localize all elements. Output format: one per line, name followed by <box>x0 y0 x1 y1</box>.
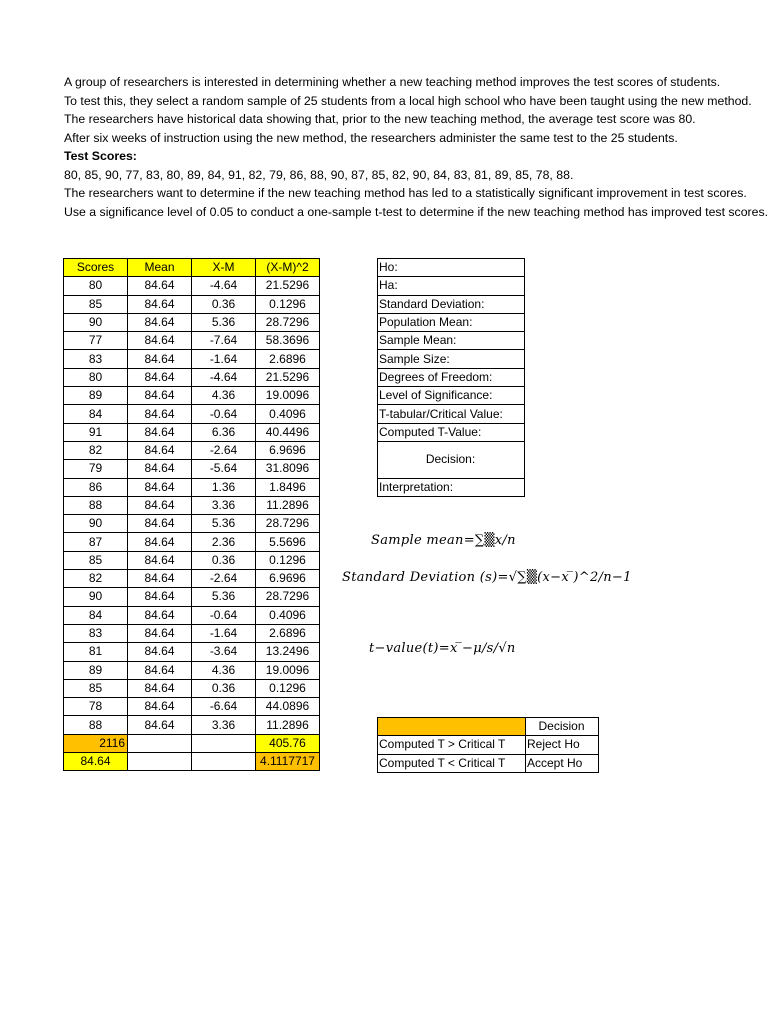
totals-row <box>64 734 320 752</box>
empty-cell[interactable] <box>192 734 256 752</box>
deviation-cell[interactable]: -4.64 <box>192 368 256 386</box>
sum-scores-cell[interactable]: 2116 <box>64 734 128 752</box>
table-row <box>64 387 320 405</box>
deviation-cell[interactable]: 3.36 <box>192 496 256 514</box>
deviation-cell[interactable]: -5.64 <box>192 460 256 478</box>
score-cell[interactable]: 85 <box>64 295 128 313</box>
squared-deviation-cell[interactable]: 28.7296 <box>256 515 320 533</box>
squared-deviation-cell[interactable]: 28.7296 <box>256 313 320 331</box>
interpretation-cell[interactable]: Interpretation: <box>378 478 525 496</box>
mean-cell[interactable]: 84.64 <box>128 551 192 569</box>
squared-deviation-cell[interactable]: 31.8096 <box>256 460 320 478</box>
mean-cell[interactable]: 84.64 <box>128 698 192 716</box>
score-cell[interactable]: 90 <box>64 588 128 606</box>
table-row <box>64 423 320 441</box>
problem-line: Use a significance level of 0.05 to conduct a one-sample t-test to determine if the new teaching method has improved test scores. <box>64 204 768 219</box>
mean-cell[interactable]: 84.64 <box>128 368 192 386</box>
mean-cell[interactable]: 84.64 <box>128 496 192 514</box>
deviation-cell[interactable]: 5.36 <box>192 313 256 331</box>
mean-cell[interactable]: 84.64 <box>128 515 192 533</box>
table-row <box>64 313 320 331</box>
score-cell[interactable]: 87 <box>64 533 128 551</box>
decision-header[interactable]: Decision <box>526 718 599 736</box>
mean-cell[interactable]: 84.64 <box>128 478 192 496</box>
mean-cell[interactable]: 84.64 <box>128 313 192 331</box>
sample-size-cell[interactable]: Sample Size: <box>378 350 525 368</box>
deviation-cell[interactable]: -2.64 <box>192 441 256 459</box>
squared-deviation-cell[interactable]: 1.8496 <box>256 478 320 496</box>
mean-cell[interactable]: 84.64 <box>128 460 192 478</box>
score-cell[interactable]: 80 <box>64 368 128 386</box>
deviation-cell[interactable]: 5.36 <box>192 515 256 533</box>
table-row <box>64 460 320 478</box>
deviation-cell[interactable]: 6.36 <box>192 423 256 441</box>
squared-deviation-cell[interactable]: 19.0096 <box>256 387 320 405</box>
header-squared-deviation[interactable]: (X-M)^2 <box>256 259 320 277</box>
decision-rule-row <box>378 754 599 772</box>
table-row <box>64 588 320 606</box>
deviation-cell[interactable]: 0.36 <box>192 551 256 569</box>
mean-cell[interactable]: 84.64 <box>128 387 192 405</box>
results-row <box>64 753 320 771</box>
squared-deviation-cell[interactable]: 2.6896 <box>256 624 320 642</box>
score-cell[interactable]: 83 <box>64 624 128 642</box>
test-scores-list: 80, 85, 90, 77, 83, 80, 89, 84, 91, 82, 79, 86, 88, 90, 87, 85, 82, 90, 84, 83, 81, 89, 85, 78, 88. <box>64 167 574 182</box>
score-cell[interactable]: 85 <box>64 551 128 569</box>
table-row <box>64 533 320 551</box>
squared-deviation-cell[interactable]: 21.5296 <box>256 277 320 295</box>
sample-mean-formula[interactable]: Sample mean=∑▒x/n <box>371 533 516 548</box>
critical-value-cell[interactable]: T-tabular/Critical Value: <box>378 405 525 423</box>
squared-deviation-cell[interactable]: 19.0096 <box>256 661 320 679</box>
table-row <box>64 716 320 734</box>
deviation-cell[interactable]: -2.64 <box>192 570 256 588</box>
deviation-cell[interactable]: 4.36 <box>192 387 256 405</box>
mean-cell[interactable]: 84.64 <box>128 295 192 313</box>
mean-cell[interactable]: 84.64 <box>128 661 192 679</box>
table-row <box>64 405 320 423</box>
squared-deviation-cell[interactable]: 11.2896 <box>256 496 320 514</box>
mean-cell[interactable]: 84.64 <box>128 533 192 551</box>
score-cell[interactable]: 89 <box>64 661 128 679</box>
mean-cell[interactable]: 84.64 <box>128 277 192 295</box>
deviation-cell[interactable]: 0.36 <box>192 679 256 697</box>
score-cell[interactable]: 84 <box>64 606 128 624</box>
score-cell[interactable]: 84 <box>64 405 128 423</box>
squared-deviation-cell[interactable]: 0.4096 <box>256 405 320 423</box>
mean-cell[interactable]: 84.64 <box>128 441 192 459</box>
condition-cell[interactable]: Computed T > Critical T <box>378 736 526 754</box>
table-header-row <box>64 259 320 277</box>
squared-deviation-cell[interactable]: 58.3696 <box>256 332 320 350</box>
mean-cell[interactable]: 84.64 <box>128 350 192 368</box>
score-cell[interactable]: 89 <box>64 387 128 405</box>
squared-deviation-cell[interactable]: 0.4096 <box>256 606 320 624</box>
condition-cell[interactable]: Computed T < Critical T <box>378 754 526 772</box>
squared-deviation-cell[interactable]: 0.1296 <box>256 551 320 569</box>
computed-t-value-cell[interactable]: Computed T-Value: <box>378 423 525 441</box>
squared-deviation-cell[interactable]: 6.9696 <box>256 441 320 459</box>
header-scores[interactable]: Scores <box>64 259 128 277</box>
table-row <box>64 478 320 496</box>
squared-deviation-cell[interactable]: 44.0896 <box>256 698 320 716</box>
problem-line: The researchers want to determine if the new teaching method has led to a statistically significant improvement in test scores. <box>64 186 747 200</box>
score-cell[interactable]: 81 <box>64 643 128 661</box>
deviation-cell[interactable]: 4.36 <box>192 661 256 679</box>
degrees-of-freedom-cell[interactable]: Degrees of Freedom: <box>378 368 525 386</box>
hypothesis-table <box>377 258 525 497</box>
table-row <box>64 295 320 313</box>
table-row <box>64 551 320 569</box>
table-row <box>64 643 320 661</box>
mean-cell[interactable]: 84.64 <box>128 588 192 606</box>
empty-cell[interactable] <box>128 753 192 771</box>
mean-cell[interactable]: 84.64 <box>128 606 192 624</box>
score-cell[interactable]: 77 <box>64 332 128 350</box>
table-row <box>64 606 320 624</box>
table-row <box>64 496 320 514</box>
mean-cell[interactable]: 84.64 <box>128 405 192 423</box>
mean-cell[interactable]: 84.64 <box>128 624 192 642</box>
t-value-formula[interactable]: t−value(t)=x ̅−μ/s/√n <box>369 641 516 656</box>
table-row <box>64 698 320 716</box>
deviation-cell[interactable]: 1.36 <box>192 478 256 496</box>
problem-statement <box>64 73 768 221</box>
score-cell[interactable]: 88 <box>64 716 128 734</box>
deviation-cell[interactable]: 3.36 <box>192 716 256 734</box>
level-of-significance-cell[interactable]: Level of Significance: <box>378 387 525 405</box>
ho-cell[interactable]: Ho: <box>378 259 525 277</box>
score-cell[interactable]: 79 <box>64 460 128 478</box>
ha-cell[interactable]: Ha: <box>378 277 525 295</box>
score-cell[interactable]: 80 <box>64 277 128 295</box>
squared-deviation-cell[interactable]: 40.4496 <box>256 423 320 441</box>
problem-line: The researchers have historical data showing that, prior to the new teaching method, the average test score was 80. <box>64 112 696 126</box>
deviation-cell[interactable]: -3.64 <box>192 643 256 661</box>
test-scores-heading: Test Scores: <box>64 149 137 163</box>
table-row <box>64 277 320 295</box>
deviation-cell[interactable]: -6.64 <box>192 698 256 716</box>
outcome-cell[interactable]: Accept Ho <box>526 754 599 772</box>
standard-deviation-formula[interactable]: Standard Deviation (s)=√∑▒(x−x ̅)^2/n−1 <box>342 570 632 585</box>
empty-cell[interactable] <box>192 753 256 771</box>
score-cell[interactable]: 82 <box>64 570 128 588</box>
score-cell[interactable]: 88 <box>64 496 128 514</box>
table-row <box>64 661 320 679</box>
deviation-cell[interactable]: -4.64 <box>192 277 256 295</box>
deviation-cell[interactable]: 0.36 <box>192 295 256 313</box>
mean-cell[interactable]: 84.64 <box>128 423 192 441</box>
squared-deviation-cell[interactable]: 13.2496 <box>256 643 320 661</box>
table-row <box>64 441 320 459</box>
outcome-cell[interactable]: Reject Ho <box>526 736 599 754</box>
table-row <box>64 679 320 697</box>
score-cell[interactable]: 78 <box>64 698 128 716</box>
squared-deviation-cell[interactable]: 6.9696 <box>256 570 320 588</box>
population-mean-cell[interactable]: Population Mean: <box>378 313 525 331</box>
score-cell[interactable]: 85 <box>64 679 128 697</box>
standard-deviation-cell[interactable]: Standard Deviation: <box>378 295 525 313</box>
deviation-cell[interactable]: -1.64 <box>192 624 256 642</box>
sum-squares-cell[interactable]: 405.76 <box>256 734 320 752</box>
decision-rule-row <box>378 736 599 754</box>
squared-deviation-cell[interactable]: 0.1296 <box>256 295 320 313</box>
decision-rule-table <box>377 717 599 773</box>
table-row <box>64 368 320 386</box>
score-cell[interactable]: 82 <box>64 441 128 459</box>
empty-cell[interactable] <box>128 734 192 752</box>
squared-deviation-cell[interactable]: 28.7296 <box>256 588 320 606</box>
problem-line: To test this, they select a random sample of 25 students from a local high school who have been taught using the new method. <box>64 93 752 108</box>
header-x-minus-m[interactable]: X-M <box>192 259 256 277</box>
mean-result-cell[interactable]: 84.64 <box>64 753 128 771</box>
squared-deviation-cell[interactable]: 0.1296 <box>256 679 320 697</box>
decision-header-row <box>378 718 599 736</box>
empty-header-cell[interactable] <box>378 718 526 736</box>
mean-cell[interactable]: 84.64 <box>128 716 192 734</box>
mean-cell[interactable]: 84.64 <box>128 643 192 661</box>
score-cell[interactable]: 90 <box>64 313 128 331</box>
squared-deviation-cell[interactable]: 21.5296 <box>256 368 320 386</box>
squared-deviation-cell[interactable]: 5.5696 <box>256 533 320 551</box>
table-row <box>64 570 320 588</box>
problem-line: After six weeks of instruction using the new method, the researchers administer the same test to the 25 students. <box>64 130 678 145</box>
deviation-cell[interactable]: -1.64 <box>192 350 256 368</box>
table-row <box>64 332 320 350</box>
deviation-cell[interactable]: -7.64 <box>192 332 256 350</box>
score-cell[interactable]: 91 <box>64 423 128 441</box>
header-mean[interactable]: Mean <box>128 259 192 277</box>
score-cell[interactable]: 90 <box>64 515 128 533</box>
sample-mean-cell[interactable]: Sample Mean: <box>378 332 525 350</box>
deviation-cell[interactable]: 5.36 <box>192 588 256 606</box>
mean-cell[interactable]: 84.64 <box>128 679 192 697</box>
score-cell[interactable]: 86 <box>64 478 128 496</box>
table-row <box>64 624 320 642</box>
table-row <box>64 515 320 533</box>
problem-line: A group of researchers is interested in determining whether a new teaching method improves the test scores of students. <box>64 75 721 89</box>
scores-table <box>63 258 320 771</box>
mean-cell[interactable]: 84.64 <box>128 570 192 588</box>
deviation-cell[interactable]: 2.36 <box>192 533 256 551</box>
mean-cell[interactable]: 84.64 <box>128 332 192 350</box>
deviation-cell[interactable]: -0.64 <box>192 606 256 624</box>
score-cell[interactable]: 83 <box>64 350 128 368</box>
squared-deviation-cell[interactable]: 11.2896 <box>256 716 320 734</box>
deviation-cell[interactable]: -0.64 <box>192 405 256 423</box>
table-row <box>64 350 320 368</box>
squared-deviation-cell[interactable]: 2.6896 <box>256 350 320 368</box>
sd-result-cell[interactable]: 4.1117717 <box>256 753 320 771</box>
decision-cell[interactable]: Decision: <box>378 441 525 478</box>
